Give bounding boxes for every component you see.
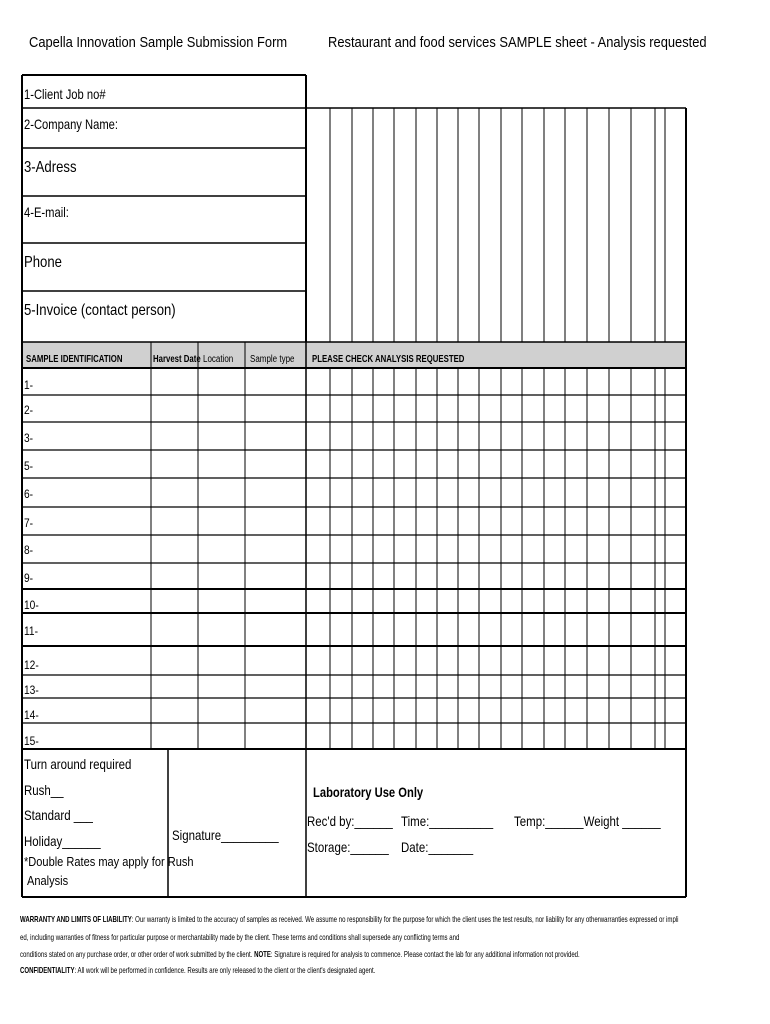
harvest-date-header: Harvest Date bbox=[153, 354, 201, 365]
row-label: 11- bbox=[24, 624, 38, 638]
temp-weight-field: Temp:______Weight ______ bbox=[514, 813, 661, 829]
warranty-text: WARRANTY AND LIMITS OF LIABILITY: Our warranty is limited to the accuracy of samples as received. We assume no responsibility for the purpose for which the client uses the test results, nor liability for any otherwarranties expressed or impli bbox=[20, 915, 679, 924]
row-label: 10- bbox=[24, 598, 39, 612]
recd-by-field: Rec'd by:______ bbox=[307, 813, 393, 829]
holiday-option: Holiday______ bbox=[24, 833, 101, 849]
sample-type-header: Sample type bbox=[250, 354, 295, 365]
row-label: 7- bbox=[24, 516, 34, 530]
signature-field[interactable]: Signature_________ bbox=[172, 827, 279, 843]
client-job-label: 1-Client Job no# bbox=[24, 86, 106, 102]
date-field: Date:_______ bbox=[401, 839, 474, 855]
invoice-label: 5-Invoice (contact person) bbox=[24, 302, 176, 319]
analysis-header: PLEASE CHECK ANALYSIS REQUESTED bbox=[312, 354, 465, 365]
turnaround-title: Turn around required bbox=[24, 756, 132, 772]
time-field: Time:__________ bbox=[401, 813, 494, 829]
rush-rates-note-2: Analysis bbox=[27, 873, 69, 888]
row-label: 2- bbox=[24, 403, 34, 417]
rush-rates-note: *Double Rates may apply for Rush bbox=[24, 854, 194, 869]
conditions-text: conditions stated on any purchase order, or other order of work submitted by the client. NOTE: Signature is required for analysis to commence. Please contact the lab for any additional information not provided. bbox=[20, 950, 580, 959]
address-label: 3-Adress bbox=[24, 159, 77, 176]
row-label: 5- bbox=[24, 459, 34, 473]
storage-field: Storage:______ bbox=[307, 839, 389, 855]
lab-use-title: Laboratory Use Only bbox=[313, 784, 424, 800]
location-header: Location bbox=[203, 354, 234, 365]
form-title: Capella Innovation Sample Submission Form bbox=[29, 34, 288, 51]
rush-option: Rush__ bbox=[24, 782, 64, 798]
warranty-text-2: ed, including warranties of fitness for particular purpose or merchantability made by the client. These terms and conditions shall supersede any conflicting terms and bbox=[20, 933, 460, 942]
row-label: 1- bbox=[24, 378, 34, 392]
row-label: 14- bbox=[24, 708, 39, 722]
standard-option: Standard ___ bbox=[24, 807, 93, 823]
row-label: 3- bbox=[24, 431, 34, 445]
row-label: 6- bbox=[24, 487, 34, 501]
phone-label: Phone bbox=[24, 254, 62, 271]
sheet-title: Restaurant and food services SAMPLE sheet - Analysis requested bbox=[328, 34, 707, 51]
sample-id-header: SAMPLE IDENTIFICATION bbox=[26, 354, 123, 365]
email-label: 4-E-mail: bbox=[24, 204, 69, 220]
row-label: 8- bbox=[24, 543, 34, 557]
row-label: 15- bbox=[24, 734, 39, 748]
row-label: 9- bbox=[24, 571, 34, 585]
row-label: 13- bbox=[24, 683, 39, 697]
row-label: 12- bbox=[24, 658, 39, 672]
company-name-label: 2-Company Name: bbox=[24, 116, 118, 132]
confidentiality-text: CONFIDENTIALITY: All work will be performed in confidence. Results are only released to the client or the client's designated agent. bbox=[20, 966, 376, 975]
